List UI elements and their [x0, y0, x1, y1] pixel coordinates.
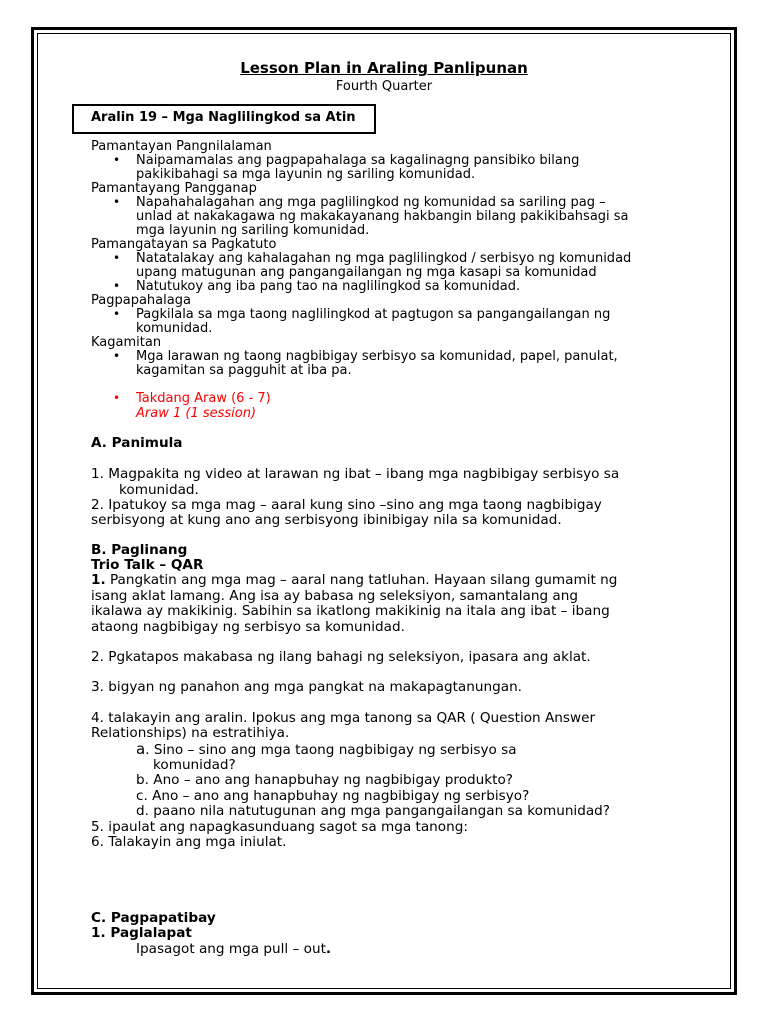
- paglinang-item-line: ataong nagbibigay ng serbisyo sa komunidad.: [91, 619, 405, 635]
- pagpapatibay-text: [136, 942, 331, 957]
- question-line: c. Ano – ano ang hanapbuhay ng nagbibigay ng serbisyo?: [136, 788, 530, 804]
- question-line: b. Ano – ano ang hanapbuhay ng nagbibigay produkto?: [136, 772, 513, 788]
- standard-item-line: komunidad.: [136, 321, 213, 336]
- standard-item-line: Pagkilala sa mga taong naglilingkod at pagtugon sa pangangailangan ng: [136, 307, 611, 322]
- panimula-item-line: komunidad.: [119, 482, 199, 498]
- standard-item-line: kagamitan sa pagguhit at iba pa.: [136, 363, 352, 378]
- section-heading: A. Panimula: [91, 435, 183, 451]
- standard-item-line: mga layunin ng sariling komunidad.: [136, 223, 370, 238]
- standard-item-line: Naipamamalas ang pagpapahalaga sa kagalinagng pansibiko bilang: [136, 153, 580, 168]
- panimula-item-line: 1. Magpakita ng video at larawan ng ibat – ibang mga nagbibigay serbisyo sa: [91, 466, 620, 482]
- item-number: 1.: [91, 572, 106, 588]
- document-subtitle: Fourth Quarter: [335, 79, 433, 94]
- question-text: . Sino – sino ang mga taong nagbibigay ng serbisyo sa: [145, 742, 517, 758]
- panimula-item-line: 2. Ipatukoy sa mga mag – aaral kung sino –sino ang mga taong nagbibigay: [91, 497, 602, 513]
- lesson-label: Aralin 19 – Mga Naglilingkod sa Atin: [91, 110, 356, 125]
- pagpapatibay-instruction: Ipasagot ang mga pull – out: [136, 941, 326, 957]
- bullet-icon: •: [113, 153, 121, 167]
- paglinang-item-line: ikalawa ay makikinig. Sabihin sa ikatlong makikinig na itala ang ibat – ibang: [91, 603, 610, 619]
- paglinang-item-line: isang aklat lamang. Ang isa ay babasa ng seleksiyon, samantalang ang: [91, 588, 579, 604]
- bullet-icon: •: [113, 349, 121, 363]
- section-heading: C. Pagpapatibay: [91, 910, 216, 926]
- standard-heading: Pamantayan Pangnilalaman: [91, 139, 272, 154]
- bullet-icon: •: [113, 307, 121, 321]
- assignment-session: Araw 1 (1 session): [136, 406, 257, 421]
- standard-heading: Pagpapahalaga: [91, 293, 191, 308]
- paglinang-item-line: [91, 573, 617, 588]
- section-subheading: Trio Talk – QAR: [91, 557, 204, 573]
- paglinang-item-line: 3. bigyan ng panahon ang mga pangkat na makapagtanungan.: [91, 679, 523, 695]
- question-line: d. paano nila natutugunan ang mga pangangailangan sa komunidad?: [136, 803, 611, 819]
- paglinang-item-line: 6. Talakayin ang mga iniulat.: [91, 834, 287, 850]
- standard-heading: Pamangatayan sa Pagkatuto: [91, 237, 277, 252]
- paglinang-item-line: 5. ipaulat ang napagkasunduang sagot sa mga tanong:: [91, 819, 468, 835]
- standard-item-line: Natatalakay ang kahalagahan ng mga paglilingkod / serbisyo ng komunidad: [136, 251, 632, 266]
- paglinang-item-line: 4. talakayin ang aralin. Ipokus ang mga tanong sa QAR ( Question Answer: [91, 710, 596, 726]
- paglinang-item-line: Relationships) na estratihiya.: [91, 725, 290, 741]
- paglinang-item-line: 2. Pgkatapos makabasa ng ilang bahagi ng seleksiyon, ipasara ang aklat.: [91, 649, 591, 665]
- question-line: [136, 742, 517, 758]
- panimula-item-line: serbisyong at kung ano ang serbisyong ibinibigay nila sa komunidad.: [91, 512, 562, 528]
- bullet-icon: •: [113, 391, 121, 405]
- standard-heading: Pamantayang Pangganap: [91, 181, 257, 196]
- standard-item-line: Mga larawan ng taong nagbibigay serbisyo sa komunidad, papel, panulat,: [136, 349, 618, 364]
- assignment-label: Takdang Araw (6 - 7): [136, 391, 271, 406]
- standard-heading: Kagamitan: [91, 335, 162, 350]
- document-title: Lesson Plan in Araling Panlipunan: [240, 59, 528, 77]
- section-heading: B. Paglinang: [91, 542, 188, 558]
- standard-item-line: pakikibahagi sa mga layunin ng sariling komunidad.: [136, 167, 476, 182]
- standard-item-line: Natutukoy ang iba pang tao na naglilingkod sa komunidad.: [136, 279, 521, 294]
- standard-item-line: Napahahalagahan ang mga paglilingkod ng komunidad sa sariling pag –: [136, 195, 606, 210]
- standard-item-line: upang matugunan ang pangangailangan ng mga kasapi sa komunidad: [136, 265, 597, 280]
- standard-item-line: unlad at nakakagawa ng makakayanang hakbangin bilang pakikibahsagi sa: [136, 209, 629, 224]
- pagpapatibay-period: .: [325, 941, 332, 957]
- section-subheading: 1. Paglalapat: [91, 925, 192, 941]
- bullet-icon: •: [113, 195, 121, 209]
- question-line: komunidad?: [153, 757, 236, 773]
- bullet-icon: •: [113, 251, 121, 265]
- item-text: Pangkatin ang mga mag – aaral nang tatluhan. Hayaan silang gumamit ng: [105, 572, 618, 588]
- question-letter: a: [136, 740, 146, 758]
- bullet-icon: •: [113, 279, 121, 293]
